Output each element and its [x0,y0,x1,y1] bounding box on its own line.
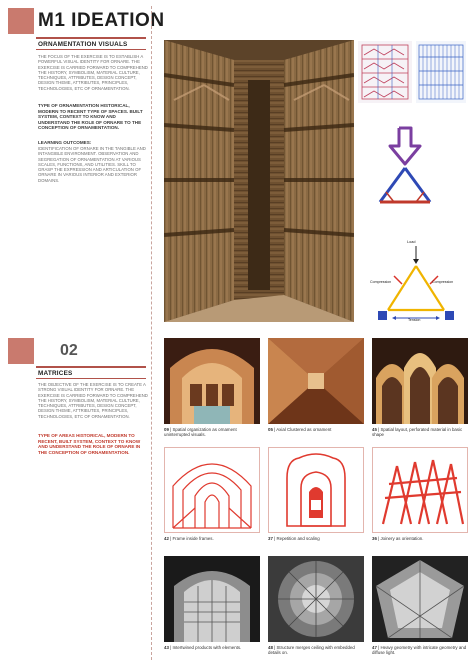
section-rule [36,37,146,39]
section2-intro: THE OBJECTIVE OF THE EXERCISE IS TO CREATE A STRONG VISUAL IDENTITY FOR ORNARE. THE EXERCISE IS CARRIED FORWARD TO COMPREHEND THE HISTORY, SYMBOLISM, MATERIAL CULTURE, TECHNIQUES, ATTRIBUTES, DESIGN CONCEPT, DESIGN THEME, ATTRIBUTES, PRINCIPLES, TECHNOLOGIES, ETC OF ORNAMENTATION. [38,382,148,419]
elevation-sketch-red [358,41,412,103]
matrix-photo-courtyard [164,338,260,424]
section1-type: TYPE OF ORNAMENTATION HISTORICAL, MODERN TO RECENT TYPE OF SPACES. BUILT SYSTEM, CONTEXT TO KNOW AND UNDERSTAND THE ROLE OF ORNARE TO THE CONCEPTION OF ORNAMENTATION. [38,103,143,130]
matrix-caption: 36 | Joinery as orientation. [372,536,424,541]
section-title-matrices: MATRICES [38,370,73,377]
matrix-caption: 05 | Axial Clustered as ornament [268,427,332,432]
column-divider [151,6,152,660]
matrix-caption: 48 | Structure merges ceiling with embedded details on. [268,645,355,656]
matrix-photo-intertwined [164,556,260,642]
section-rule [36,49,146,50]
sketch-joinery [372,447,468,533]
bamboo-maze-photo [164,40,354,322]
section2-number: 02 [60,342,78,359]
matrix-caption: 45 | Spatial layout, perforated material in basic shape [372,427,463,438]
matrix-caption: 47 | Heavy geometry with intricate geometry and diffuse light. [372,645,467,656]
section2-color-block [8,338,34,364]
section1-outcomes: IDENTIFICATION OF ORNARE IN THE TANGIBLE AND INTANGIBLE ENVIRONMENT. OBSERVATION AND SEGREGATION OF ORNAMENTATION AT VARIOUS SCALES, FUNCTIONS, AND UTILITIES. SKILL TO GRASP THE EXPRESSION AND ARTICULATION OF ORNARE IN VARIOUS INTERIOR AND EXTERIOR DOMAINS. [38,146,146,183]
title-color-block [8,8,34,34]
elevation-sketch-blue [416,41,466,103]
section-rule [36,366,146,368]
page-title: M1 IDEATION [38,10,165,31]
section-title-ornamentation: ORNAMENTATION VISUALS [38,41,128,48]
matrix-photo-geometric-light [372,556,468,642]
section1-intro: THE FOCUS OF THE EXERCISE IS TO ESTABLISH A POWERFUL VISUAL IDENTITY FOR ORNARE. THE EXERCISE IS CARRIED FORWARD TO COMPREHEND THE HISTORY, SYMBOLISM, MATERIAL CULTURE, TECHNIQUES, ATTRIBUTES, DESIGN CONCEPT, DESIGN THEME, ATTRIBUTES, PRINCIPLES, TECHNOLOGIES, ETC OF ORNAMENTATION. [38,54,148,91]
compression-label-right: Compression [432,280,454,284]
outcomes-heading: LEARNING OUTCOMES: [38,140,92,145]
compression-label-left: Compression [370,280,392,284]
tension-label: Tension [408,318,421,322]
matrix-caption: 43 | Intertwined products with elements. [164,645,242,650]
arrow-triangle-sketch [372,126,438,206]
load-label: Load [407,240,416,244]
matrix-photo-arches [372,338,468,424]
sketch-frame-inside-frames [164,447,260,533]
sketch-repetition-scaling [268,447,364,533]
section2-type: TYPE OF AREAS HISTORICAL, MODERN TO RECENT, BUILT SYSTEM, CONTEXT TO KNOW AND UNDERSTAND THE ROLE OF ORNARE IN THE CONCEPTION OF ORNAMENTATION. [38,433,141,455]
matrix-caption: 42 | Frame inside frames. [164,536,214,541]
matrix-photo-axial-ceiling [268,338,364,424]
matrix-caption: 09 | Spatial organization as ornament uninterrupted visuals. [164,427,237,438]
matrix-caption: 37 | Repetition and scaling [268,536,320,541]
matrix-photo-dome-ceiling [268,556,364,642]
section-rule [36,378,146,379]
